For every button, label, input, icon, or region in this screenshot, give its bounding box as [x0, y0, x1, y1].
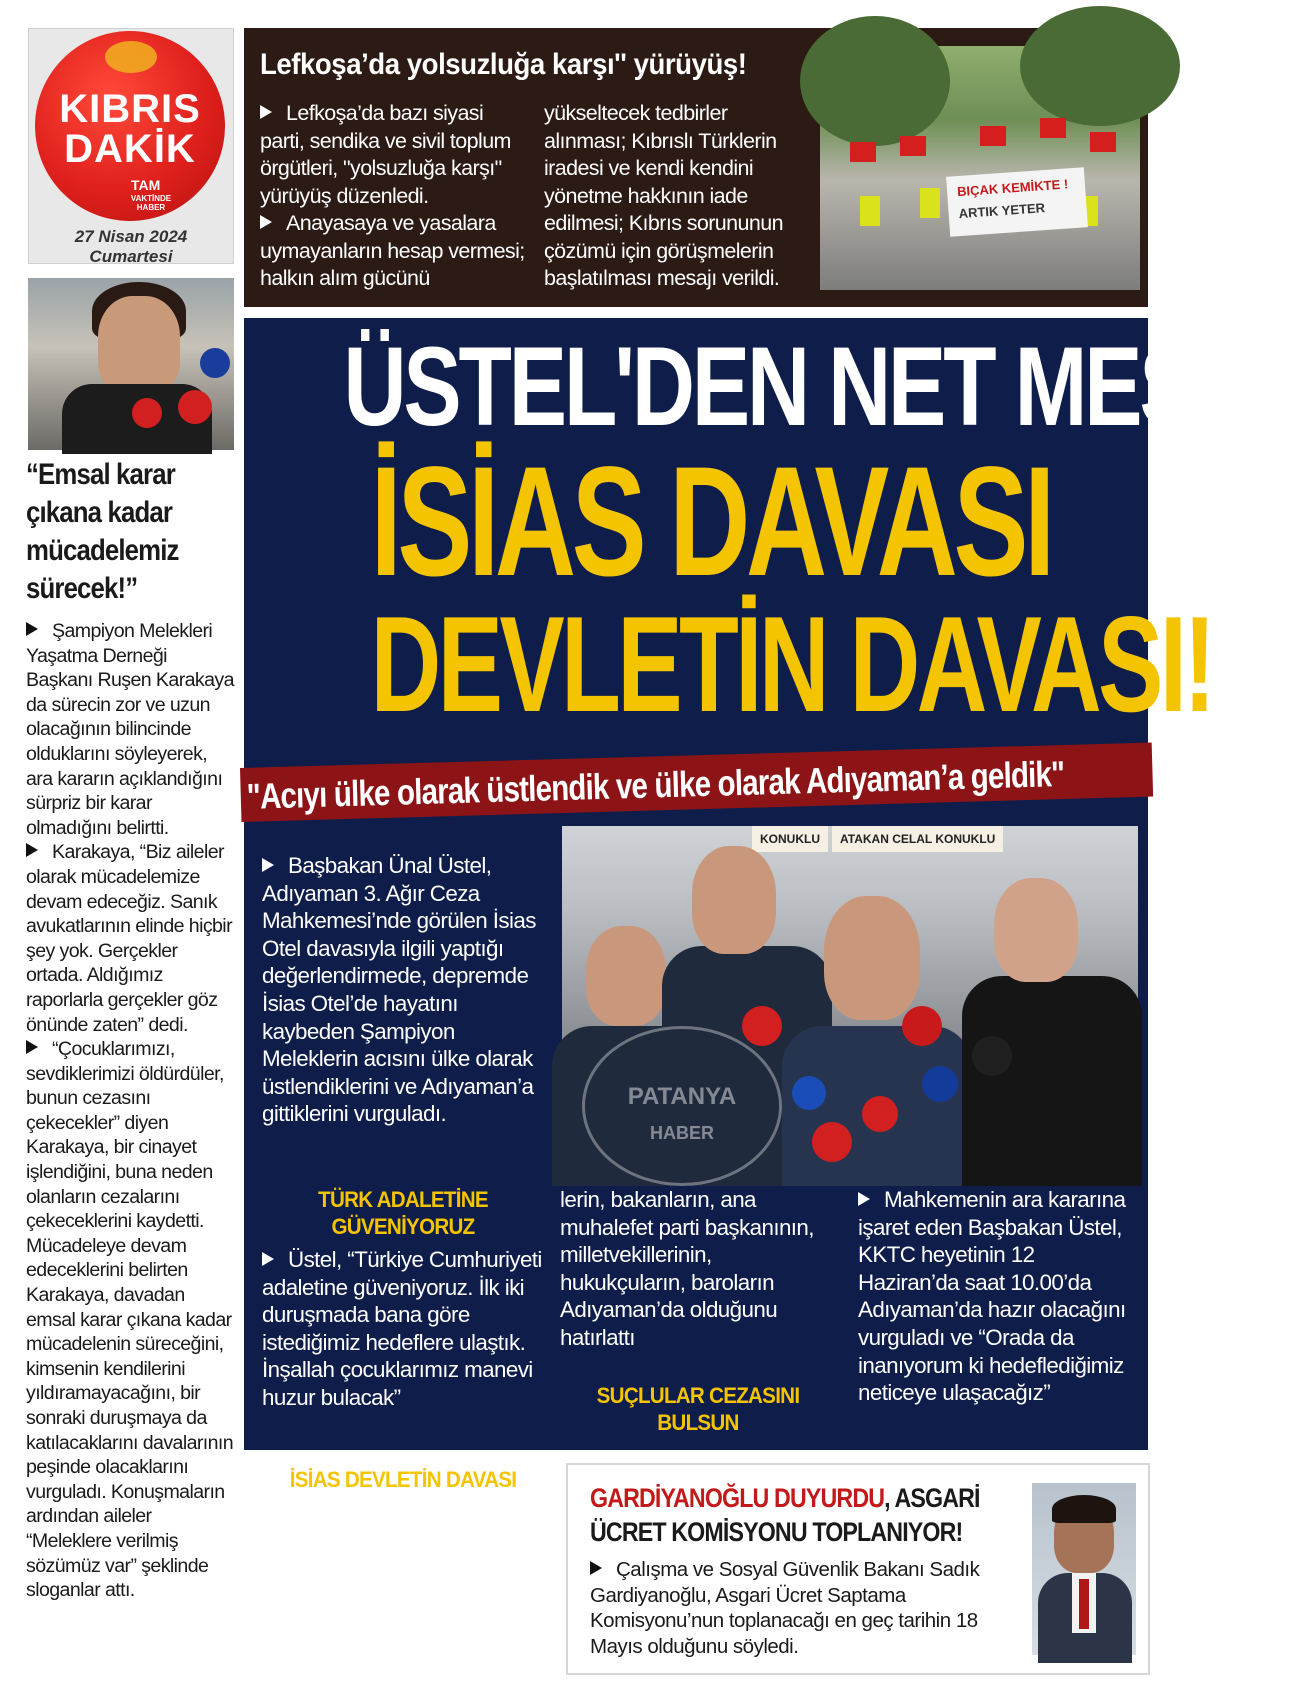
top-story-col1: Lefkoşa’da bazı siyasi parti, sendika ve sivil toplum örgütleri, "yolsuzluğa karşı" yürüyüş düzenledi. Anayasaya ve yasalara uymayanların hesap vermesi; halkın alım gücünü	[260, 101, 525, 290]
main-headline-3[interactable]: DEVLETİN DAVASI!	[370, 588, 1213, 740]
turtle-icon	[105, 41, 157, 73]
gardiyanoglu-headline[interactable]: GARDİYANOĞLU DUYURDU, ASGARİ ÜCRET KOMİSYONU TOPLANIYOR!	[590, 1483, 980, 1547]
bullet-triangle-icon	[26, 843, 38, 857]
issue-date: 27 Nisan 2024	[74, 227, 188, 246]
subhead-turk-adaleti: TÜRK ADALETİNE GÜVENİYORUZ	[318, 1187, 488, 1239]
logo-tag-main: TAM	[131, 177, 161, 193]
left-paragraph: Şampiyon Melekleri Yaşatma Derneği Başkanı Ruşen Karakaya da sürecin zor ve uzun olacağının bilincinde olduklarını söyleyerek, ara kararın açıklandığını sürpriz bir karar olmadığını belirtti.	[26, 620, 234, 839]
main-col-left: TÜRK ADALETİNE GÜVENİYORUZ Üstel, “Türkiye Cumhuriyeti adaletine güveniyoruz. İlk iki duruşmada bana göre istediğimiz hedeflere ulaştık. İnşallah çocuklarımız manevi huzur bulacak”	[262, 1187, 542, 1410]
microphone-icon	[178, 390, 212, 424]
top-story-col2: yükseltecek tedbirler alınması; Kıbrıslı Türklerin iradesi ve kendi kendini yönetme hakkının iade edilmesi; Kıbrıs sorununun çözümü için görüşmelerin başlatılması mesajı verildi.	[544, 101, 783, 290]
top-story	[244, 28, 1148, 307]
ustel-press-photo	[562, 826, 1138, 1176]
pull-quote: "Acıyı ülke olarak üstlendik ve ülke olarak Adıyaman’a geldik"	[240, 743, 1153, 822]
logo-tag-sub: VAKTİNDE HABER	[130, 194, 172, 212]
bullet-triangle-icon	[590, 1561, 602, 1575]
bullet-triangle-icon	[260, 105, 272, 119]
bullet-triangle-icon	[262, 1498, 274, 1512]
gardiyanoglu-story	[566, 1463, 1150, 1675]
left-story-headline: “Emsal karar çıkana kadar mücadelemiz sürecek!”	[26, 458, 179, 605]
protest-banner: BIÇAK KEMİKTE ! ARTIK YETER	[946, 167, 1088, 236]
bullet-triangle-icon	[260, 215, 272, 229]
microphone-icon	[132, 398, 162, 428]
top-story-title[interactable]: Lefkoşa’da yolsuzluğa karşı'' yürüyüş!	[260, 48, 747, 81]
bullet-triangle-icon	[26, 622, 38, 636]
masthead	[28, 28, 234, 264]
watermark: PATANYA HABER	[582, 1026, 782, 1186]
subhead-suclular: SUÇLULAR CEZASINI BULSUN	[596, 1383, 800, 1435]
karakaya-photo	[28, 278, 234, 450]
bullet-triangle-icon	[262, 858, 274, 872]
subhead-isias-devletin: İSİAS DEVLETİN DAVASI	[289, 1467, 517, 1492]
gardiyanoglu-portrait	[1032, 1483, 1136, 1655]
left-paragraph: Karakaya, “Biz aileler olarak mücadelemize devam edeceğiz. Sanık avukatlarının elinde hiçbir şey yok. Gerçekler ortada. Aldığımız raporlarla gerçekler göz önünde zaten” dedi.	[26, 841, 232, 1036]
main-col-right: Mahkemenin ara kararına işaret eden Başbakan Üstel, KKTC heyetinin 12 Haziran’da saat 10.00’da Adıyaman’da hazır olacağını vurguladı ve “Orada da inanıyorum ki hedeflediğimiz neticeye ulaşacağız”	[858, 1187, 1126, 1406]
main-intro: Başbakan Ünal Üstel, Adıyaman 3. Ağır Ceza Mahkemesi’nde görülen İsias Otel davasıyla ilgili yaptığı değerlendirmede, depremde İsias Otel’de hayatını kaybeden Şampiyon Meleklerin acısını ülke olarak üstlendiklerini ve Adıyaman’a gittiklerini vurguladı.	[262, 853, 536, 1127]
logo-line1: KIBRIS	[59, 87, 201, 131]
photo-sign: ATAKAN CELAL KONUKLU	[832, 826, 1003, 852]
bullet-triangle-icon	[26, 1040, 38, 1054]
main-col-mid: lerin, bakanların, ana muhalefet parti başkanının, milletvekillerinin, hukukçuların, baroların Adıyaman’da olduğunu hatırlattı	[560, 1187, 814, 1350]
main-col-left-bottom: İsias Otel davasının ülkenin ve devletin davası olduğunu vurgulayan Başbakan Ünal Üstel, ocaktaki ilk duruşmada olduğu gibi bugün de aile-	[262, 1493, 503, 1656]
logo-line2: DAKİK	[64, 127, 196, 171]
main-headline-2[interactable]: İSİAS DAVASI	[370, 435, 1051, 609]
gardiyanoglu-body: Çalışma ve Sosyal Güvenlik Bakanı Sadık Gardiyanoğlu, Asgari Ücret Saptama Komisyonu’nun toplanacağı en geç tarihin 18 Mayıs olduğunu söyledi.	[590, 1558, 980, 1658]
march-photo	[820, 46, 1140, 290]
microphone-icon	[200, 348, 230, 378]
main-headline-1[interactable]: ÜSTEL'DEN NET MESAJ	[343, 324, 1300, 449]
left-story-body	[26, 619, 238, 1603]
issue-weekday: Cumartesi	[89, 247, 173, 266]
bullet-triangle-icon	[858, 1192, 870, 1206]
bullet-triangle-icon	[262, 1252, 274, 1266]
kibris-dakik-logo[interactable]	[35, 31, 225, 221]
left-paragraph: “Çocuklarımızı, sevdiklerimizi öldürdüler, bunun cezasını çekecekler” diyen Karakaya, bir cinayet işlendiğini, buna neden olanların cezalarını çekeceklerini kaydetti. Mücadeleye devam edeceklerini belirten Karakaya, davadan emsal karar çıkana kadar mücadelenin süreceğini, kimsenin kendilerini yıldıramayacağını, bir sonraki duruşmaya da katılacaklarını davalarının peşinde olacaklarını vurguladı. Konuşmaların ardından aileler “Meleklere verilmiş sözümüz var” şeklinde sloganlar attı.	[26, 1038, 234, 1602]
photo-sign: KONUKLU	[752, 826, 828, 852]
